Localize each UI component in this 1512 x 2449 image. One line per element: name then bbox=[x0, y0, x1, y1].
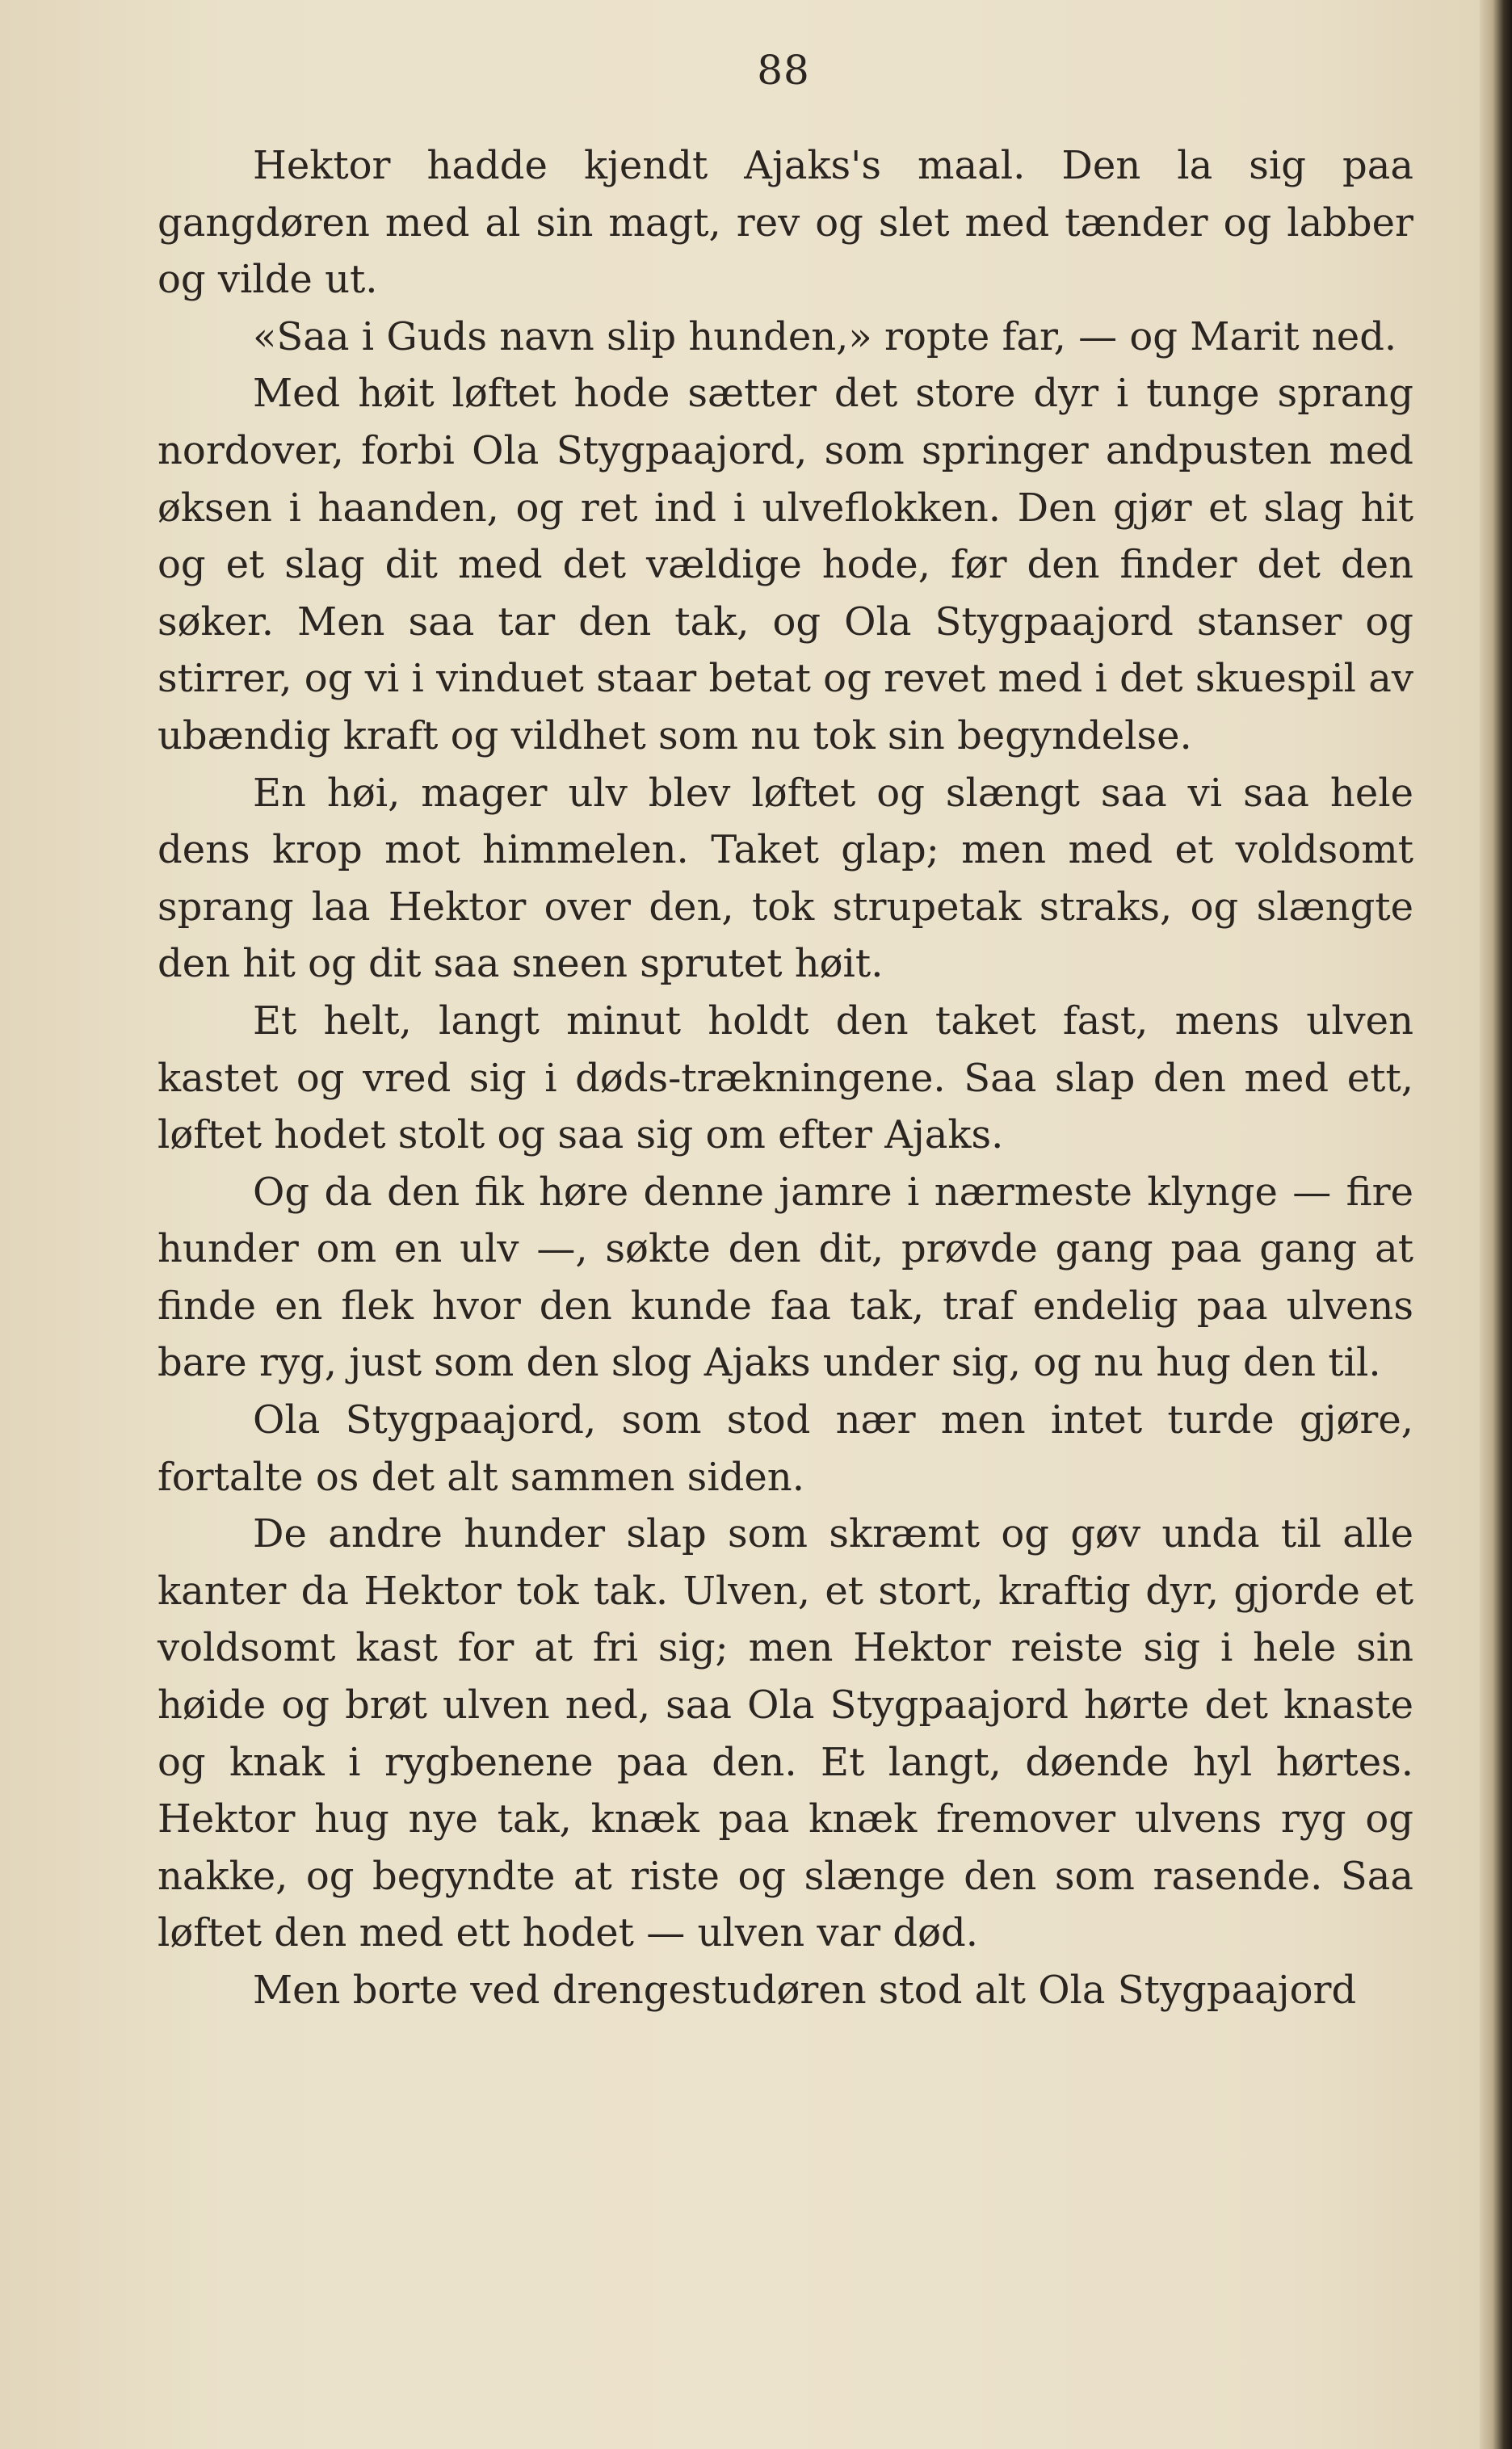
paragraph: De andre hunder slap som skræmt og gøv unda til alle kanter da Hektor tok tak. Ulven, et stort, kraftig dyr, gjorde et voldsomt kast for at fri sig; men Hektor reiste sig i hele sin høide og brøt ulven ned, saa Ola Stygpaajord hørte det knaste og knak i rygbenene paa den. Et langt, døende hyl hørtes. Hektor hug nye tak, knæk paa knæk fremover ulvens ryg og nakke, og begyndte at riste og slænge den som rasende. Saa løftet den med ett hodet — ulven var død. bbox=[158, 1511, 1413, 1956]
page-edge-shadow bbox=[1480, 0, 1512, 2449]
paragraph: «Saa i Guds navn slip hunden,» ropte far, — og Marit ned. bbox=[253, 313, 1397, 359]
paragraph: Et helt, langt minut holdt den taket fast, mens ulven kastet og vred sig i døds-trækningene. Saa slap den med ett, løftet hodet stolt og saa sig om efter Ajaks. bbox=[158, 998, 1413, 1158]
paragraph: En høi, mager ulv blev løftet og slængt saa vi saa hele dens krop mot himmelen. Taket glap; men med et voldsomt sprang laa Hektor over den, tok strupetak straks, og slængte den hit og dit saa sneen sprutet høit. bbox=[158, 770, 1413, 987]
paragraph: Med høit løftet hode sætter det store dyr i tunge sprang nordover, forbi Ola Stygpaajord, som springer andpusten med øksen i haanden, og ret ind i ulveflokken. Den gjør et slag hit og et slag dit med det vældige hode, før den finder det den søker. Men saa tar den tak, og Ola Stygpaajord stanser og stirrer, og vi i vinduet staar betat og revet med i det skuespil av ubændig kraft og vildhet som nu tok sin begyndelse. bbox=[158, 371, 1413, 758]
paragraph: Ola Stygpaajord, som stod nær men intet turde gjøre, fortalte os det alt sammen siden. bbox=[158, 1397, 1413, 1500]
paragraph: Men borte ved drengestudøren stod alt Ola Stygpaajord bbox=[253, 1968, 1357, 2013]
body-text bbox=[158, 137, 1413, 2019]
paragraph: Hektor hadde kjendt Ajaks's maal. Den la sig paa gangdøren med al sin magt, rev og slet med tænder og labber og vilde ut. bbox=[158, 143, 1413, 303]
page-number: 88 bbox=[757, 47, 810, 94]
paragraph: Og da den fik høre denne jamre i nærmeste klynge — fire hunder om en ulv —, søkte den dit, prøvde gang paa gang at finde en flek hvor den kunde faa tak, traf endelig paa ulvens bare ryg, just som den slog Ajaks under sig, og nu hug den til. bbox=[158, 1169, 1413, 1386]
